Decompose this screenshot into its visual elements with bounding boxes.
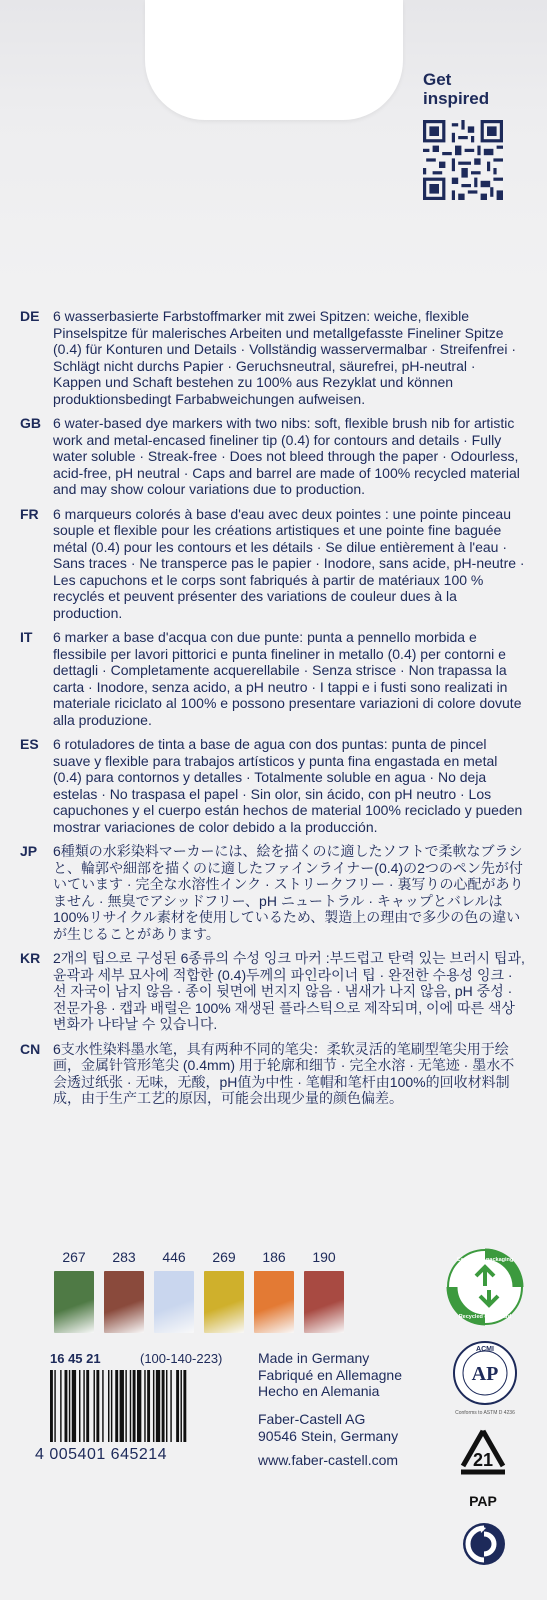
color-swatches — [54, 1249, 354, 1335]
lang-text: 6 rotuladores de tinta a base de agua con dos puntas: punta de pincel suave y flexible para trabajos artísticos y punta fina engastada en metal (0.4) para contornos y detalles · Totalmente soluble en agua · No deja estelas · No traspasa el papel · Sin olor, sin ácido, con pH neutro · Los capuchones y el cuerpo están hechos de material 100% reciclado y pueden mostrar variaciones de color debido a la producción. — [53, 736, 523, 835]
lang-code: DE — [20, 308, 40, 324]
acmi-ap-seal-icon — [452, 1340, 518, 1406]
qr-code-icon[interactable] — [423, 120, 503, 200]
lang-text: 6支水性染料墨水笔，具有两种不同的笔尖：柔软灵活的笔刷型笔尖用于绘画，金属针管形笔尖 (0.4mm) 用于轮廓和细节 · 完全水溶 · 无笔迹 · 墨水不会透过纸张 · 无味，无酸，pH值为中性 · 笔帽和笔杆由100%的回收材料制成，由于生产工艺的原因，可能会出现少量的颜色偏差。 — [53, 1040, 515, 1106]
lang-block-cn — [20, 1041, 528, 1107]
acmi-caption: Conforms to ASTM D 4236 — [455, 1410, 515, 1416]
pap-recycling-icon — [453, 1428, 513, 1480]
lang-block-kr — [20, 950, 528, 1033]
swatch-number: 283 — [112, 1249, 136, 1265]
website-link[interactable]: www.faber-castell.com — [258, 1452, 399, 1468]
lang-block-de — [20, 308, 528, 407]
lang-code: KR — [20, 950, 41, 966]
lang-text: 6 water-based dye markers with two nibs: soft, flexible brush nib for artistic work and metal-encased fineliner tip (0.4) for contours and details · Fully water soluble · Streak-free · Does not bleed through the paper · Odourless, acid-free, pH neutral · Caps and barrel are made of 100% recycled material and may show colour variations due to production. — [53, 415, 520, 497]
ean-number: 4 005401 645214 — [35, 1446, 168, 1463]
acmi-center-text: AP — [471, 1363, 499, 1385]
lang-code: CN — [20, 1040, 41, 1057]
product-code: (100-140-223) — [140, 1351, 223, 1366]
lang-text: 6種類の水彩染料マーカーには、絵を描くのに適したソフトで柔軟なブラシと、輪郭や細部を描くのに適したファインライナー(0.4)の2つのペン先が付いています · 完全な水溶性インク · ストリークフリー · 裏写りの心配がありません · 無臭でアシッドフリー、pH ニュートラル · キャップとバレルは100%リサイクル素材を使用しているため、製造上の理由で多少の色の違いが生じることがあります。 — [53, 843, 524, 942]
lang-block-es — [20, 736, 528, 835]
company-address: Faber-Castell AG 90546 Stein, Germany — [258, 1411, 399, 1444]
swatch-number: 186 — [262, 1249, 286, 1265]
lang-text: 6 wasserbasierte Farbstoffmarker mit zwei Spitzen: weiche, flexible Pinselspitze für malerisches Arbeiten und metallgefasste Fineliner Spitze (0.4) für Konturen und Details · Vollständig wasservermalbar · Streifenfrei · Schlägt nicht durchs Papier · Geruchsneutral, säurefrei, pH-neutral · Kappen und Schaft bestehen zu 100% aus Rezyklat und können produktionsbedingt Farbabweichungen aufweisen. — [53, 308, 516, 407]
swatch-number: 190 — [312, 1249, 336, 1265]
lang-block-it — [20, 629, 528, 728]
swatch-color — [154, 1271, 194, 1333]
pap-number: 21 — [472, 1450, 494, 1470]
lang-block-jp — [20, 843, 528, 942]
swatch-number: 446 — [162, 1249, 186, 1265]
swatch — [54, 1249, 94, 1333]
swatch — [304, 1249, 344, 1333]
lang-code: ES — [20, 736, 39, 752]
swatch — [204, 1249, 244, 1333]
swatch-color — [254, 1271, 294, 1333]
swatch-number: 269 — [212, 1249, 236, 1265]
lang-code: GB — [20, 415, 41, 431]
lang-code: IT — [20, 629, 33, 645]
pap-label: PAP — [469, 1493, 497, 1509]
green-dot-icon — [462, 1522, 506, 1566]
swatch-color — [304, 1271, 344, 1333]
barcode — [48, 1370, 232, 1442]
swatch — [254, 1249, 294, 1333]
lang-code: FR — [20, 505, 39, 522]
lang-text: 2개의 팁으로 구성된 6종류의 수성 잉크 마커 :부드럽고 탄력 있는 브러시 팁과, 윤곽과 세부 묘사에 적합한 (0.4)두께의 파인라이너 팁 · 완전한 수용성 잉크 · 선 자국이 남지 않음 · 종이 뒷면에 번지지 않음 · 냄새가 나지 않음, pH 중성 · 전문가용 · 캡과 배럴은 100% 재생된 플라스틱으로 제작되며, 이에 따른 색상 변화가 나타날 수 있습니다. — [53, 950, 525, 1032]
swatch-color — [104, 1271, 144, 1333]
swatch — [104, 1249, 144, 1333]
badge-cardboard-text: Cardboard packaging — [456, 1257, 514, 1263]
lang-text: 6 marqueurs colorés à base d'eau avec deux pointes : une pointe pinceau souple et flexible pour les créations artistiques et une pointe fine baguée métal (0.4) pour les contours et les détails · Se dilue entièrement à l'eau · Sans traces · Ne transperce pas le papier · Inodore, sans acide, pH-neutre · Les capuchons et le corps sont fabriqués à partir de matériaux 100 % recyclés et peuvent présenter des variations de couleur dues à la production. — [53, 505, 525, 621]
lang-text: 6 marker a base d'acqua con due punte: punta a pennello morbida e flessibile per lavori pittorici e punta fineliner in metallo (0.4) per contorni e dettagli · Completamente acquerellabile · Senza strisce · Non trapassa la carta · Inodore, senza acido, a pH neutro · I tappi e i fusti sono realizati in materiale riciclato al 100% e possono presentare variazioni di colore dovute alla produzione. — [53, 629, 522, 728]
product-number: 16 45 21 — [50, 1351, 101, 1366]
swatch-color — [54, 1271, 94, 1333]
acmi-top-text: ACMI — [476, 1346, 494, 1353]
lang-block-gb — [20, 415, 528, 498]
swatch-number: 267 — [62, 1249, 86, 1265]
description-blocks — [20, 308, 528, 1115]
recycled-cardboard-badge-icon — [446, 1248, 524, 1326]
swatch-color — [204, 1271, 244, 1333]
made-in-label: Made in Germany Fabriqué en Allemagne Hecho en Alemania — [258, 1350, 402, 1399]
lang-code: JP — [20, 843, 38, 859]
swatch — [154, 1249, 194, 1333]
get-inspired-label: Get inspired — [423, 70, 490, 108]
badge-recycled-text: Recycled cardboard — [458, 1314, 512, 1320]
lang-block-fr — [20, 506, 528, 622]
hang-hole — [145, 0, 403, 120]
